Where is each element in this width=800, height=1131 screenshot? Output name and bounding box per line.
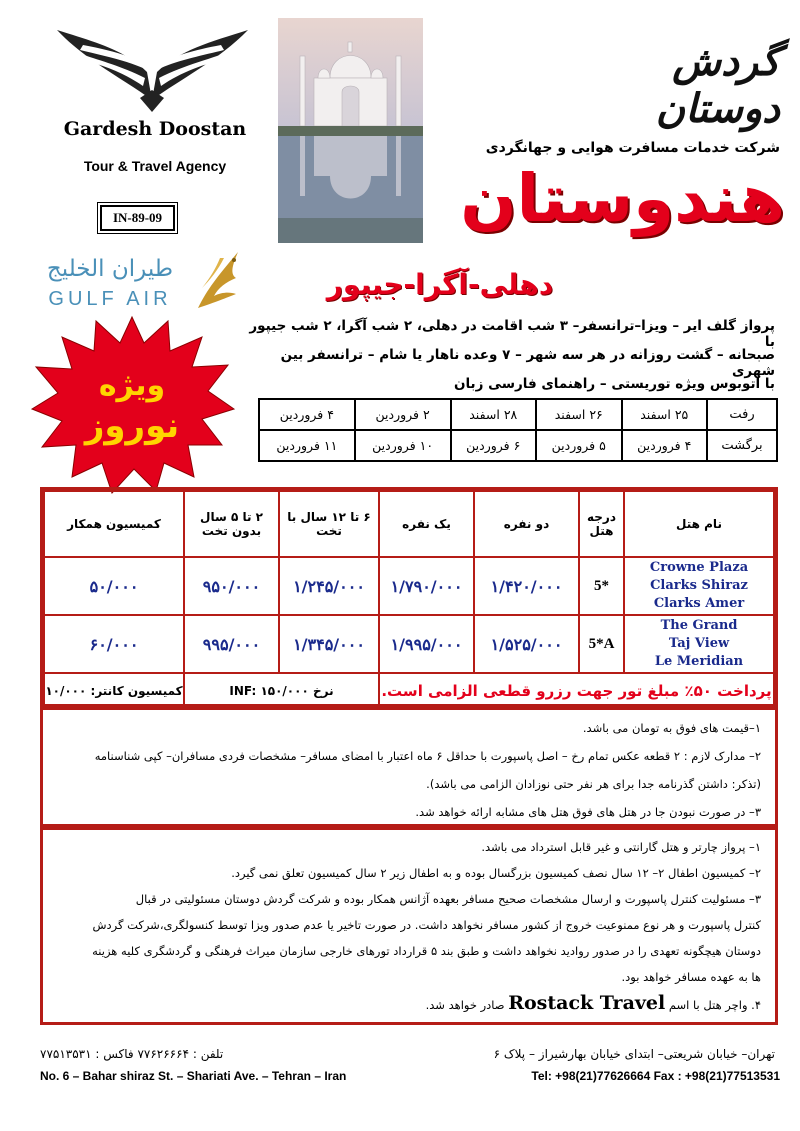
package-line-2: صبحانه – گشت روزانه در هر سه شهر – ۷ وعده ناهار یا شام – ترانسفر بین شهری bbox=[280, 347, 775, 379]
note-line: ۳– مسئولیت کنترل پاسپورت و ارسال مشخصات صحیح مسافر بعهده آژانس همکار بوده و شرکت گردش دوستان مسئولیتی در قبال bbox=[135, 892, 761, 906]
return-date: ۱۰ فروردین bbox=[355, 430, 451, 461]
hotel-name: Taj View bbox=[668, 636, 730, 651]
payment-row bbox=[44, 673, 774, 709]
header-child-nobed: ۲ تا ۵ سال بدون تخت bbox=[184, 491, 279, 557]
departure-label: رفت bbox=[707, 399, 777, 430]
header-commission: کمیسیون همکار bbox=[44, 491, 184, 557]
voucher-prefix: ۴. واچر هتل با اسم bbox=[668, 998, 761, 1012]
return-row bbox=[259, 430, 777, 461]
note-line: کنترل پاسپورت و هر نوع ممنوعیت خروج از کشور مسافر نخواهد داشت. در صورت تاخیر یا عدم صدور ویزا توسط کنسولگری،شرکت گردش bbox=[92, 918, 761, 932]
hotel-name: Le Meridian bbox=[654, 654, 744, 669]
header-double: دو نفره bbox=[474, 491, 579, 557]
departure-dates-table bbox=[258, 398, 778, 462]
departure-date: ۴ فروردین bbox=[259, 399, 355, 430]
price-row bbox=[44, 557, 774, 615]
departure-date: ۲۶ اسفند bbox=[536, 399, 622, 430]
package-line-1: پرواز گلف ایر – ویزا–ترانسفر– ۳ شب اقامت در دهلی، ۲ شب آگرا، ۲ شب جیپور با bbox=[249, 318, 775, 350]
voucher-agency-name: Rostack Travel bbox=[508, 992, 666, 1014]
header-single: یک نفره bbox=[379, 491, 474, 557]
price-commission: ۶۰/۰۰۰ bbox=[44, 615, 184, 673]
falcon-logo-icon bbox=[188, 248, 248, 312]
price-double: ۱/۵۲۵/۰۰۰ bbox=[474, 615, 579, 673]
note-line: ۳– در صورت نبودن جا در هتل های فوق هتل های مشابه ارائه خواهد شد. bbox=[415, 805, 761, 819]
price-table-header bbox=[44, 491, 774, 557]
hotel-name: Clarks Amer bbox=[653, 596, 745, 611]
phone-persian: تلفن : ۷۷۶۲۶۶۶۴ فاکس : ۷۷۵۱۳۵۳۱ bbox=[40, 1047, 224, 1061]
return-date: ۵ فروردین bbox=[536, 430, 622, 461]
departure-date: ۲۵ اسفند bbox=[622, 399, 708, 430]
hotel-names bbox=[624, 557, 774, 615]
badge-line-1: ویژه bbox=[98, 368, 166, 403]
brand-name: Gardesh Doostan bbox=[63, 118, 247, 140]
return-date: ۴ فروردین bbox=[622, 430, 708, 461]
header-child-bed: ۶ تا ۱۲ سال با تخت bbox=[279, 491, 379, 557]
note-line: دوستان هیچگونه تعهدی را در صدور روادید نخواهد داشت و طبق بند ۵ قرارداد تورهای خارجی سازمان میراث فرهنگی و گردشگری کلیه هزینه bbox=[92, 944, 761, 958]
price-row bbox=[44, 615, 774, 673]
departure-date: ۲ فروردین bbox=[355, 399, 451, 430]
price-child-nobed: ۹۵۰/۰۰۰ bbox=[184, 557, 279, 615]
price-child-bed: ۱/۳۴۵/۰۰۰ bbox=[279, 615, 379, 673]
brand-subtitle: Tour & Travel Agency bbox=[83, 158, 227, 174]
destination-title: هندوستان bbox=[460, 160, 785, 237]
tour-code: IN-89-09 bbox=[100, 205, 175, 231]
note-line: ۱–قیمت های فوق به تومان می باشد. bbox=[582, 721, 761, 735]
return-date: ۱۱ فروردین bbox=[259, 430, 355, 461]
package-line-3: با اتوبوس ویژه توریستی – راهنمای فارسی زبان bbox=[453, 376, 775, 392]
counter-commission: کمیسیون کانتر: ۱۰/۰۰۰ bbox=[44, 673, 184, 709]
price-single: ۱/۷۹۰/۰۰۰ bbox=[379, 557, 474, 615]
notes-box-2 bbox=[40, 827, 778, 1025]
price-double: ۱/۴۲۰/۰۰۰ bbox=[474, 557, 579, 615]
hotel-names bbox=[624, 615, 774, 673]
address-english: No. 6 – Bahar shiraz St. – Shariati Ave. – Tehran – Iran bbox=[40, 1069, 347, 1083]
voucher-suffix: صادر خواهد شد. bbox=[425, 998, 505, 1012]
airline-name-arabic: طيران الخليج bbox=[46, 256, 174, 282]
header-grade: درجه هتل bbox=[579, 491, 624, 557]
note-line: ۱– پرواز چارتر و هتل گارانتی و غیر قابل استرداد می باشد. bbox=[481, 840, 761, 854]
nowruz-badge bbox=[30, 313, 235, 495]
note-line: ۲– مدارک لازم : ۲ قطعه عکس تمام رخ – اصل پاسپورت با حداقل ۶ ماه اعتبار با امضای مسافر– مشخصات فردی مسافران– کپی شناسنامه bbox=[94, 749, 761, 763]
hotel-grade: 5*A bbox=[579, 615, 624, 673]
address-persian: تهران– خیابان شریعتی– ابتدای خیابان بهارشیراز – پلاک ۶ bbox=[493, 1047, 775, 1061]
return-label: برگشت bbox=[707, 430, 777, 461]
hotel-grade: 5* bbox=[579, 557, 624, 615]
departure-date: ۲۸ اسفند bbox=[451, 399, 537, 430]
payment-note: پرداخت ۵۰٪ مبلغ تور جهت رزرو قطعی الزامی است. bbox=[379, 673, 774, 709]
starburst-icon bbox=[32, 317, 234, 493]
price-table bbox=[43, 490, 775, 710]
price-commission: ۵۰/۰۰۰ bbox=[44, 557, 184, 615]
note-line: (تذکر: داشتن گذرنامه جدا برای هر نفر حتی نوزادان الزامی می باشد). bbox=[426, 777, 761, 791]
phone-english: Tel: +98(21)77626664 Fax : +98(21)77513531 bbox=[531, 1069, 780, 1083]
airline-name: GULF AIR bbox=[48, 288, 172, 310]
price-single: ۱/۹۹۵/۰۰۰ bbox=[379, 615, 474, 673]
hotel-name: Clarks Shiraz bbox=[650, 578, 748, 593]
price-table-frame bbox=[40, 487, 778, 707]
note-line: ۲– کمیسیون اطفال ۲– ۱۲ سال نصف کمیسیون بزرگسال بوده و به اطفال زیر ۲ سال کمیسیون تعلق نمی گیرد. bbox=[231, 866, 761, 880]
notes-box-1 bbox=[40, 707, 778, 827]
departure-row bbox=[259, 399, 777, 430]
agency-logo-icon bbox=[55, 20, 250, 115]
agency-script-title: گردش دوستان bbox=[655, 38, 780, 132]
price-child-nobed: ۹۹۵/۰۰۰ bbox=[184, 615, 279, 673]
header-hotel: نام هتل bbox=[624, 491, 774, 557]
hotel-name: The Grand bbox=[660, 618, 738, 633]
hotel-name: Crowne Plaza bbox=[649, 560, 749, 575]
cities-title: دهلی-آگرا-جیپور bbox=[326, 268, 554, 301]
note-line: ها به عهده مسافر خواهد بود. bbox=[621, 970, 761, 984]
price-child-bed: ۱/۲۴۵/۰۰۰ bbox=[279, 557, 379, 615]
infant-rate: نرخ INF: ۱۵۰/۰۰۰ bbox=[184, 673, 379, 709]
voucher-note bbox=[57, 990, 761, 1018]
agency-description: شرکت خدمات مسافرت هوایی و جهانگردی bbox=[485, 140, 780, 156]
return-date: ۶ فروردین bbox=[451, 430, 537, 461]
badge-line-2: نوروز bbox=[84, 406, 180, 446]
